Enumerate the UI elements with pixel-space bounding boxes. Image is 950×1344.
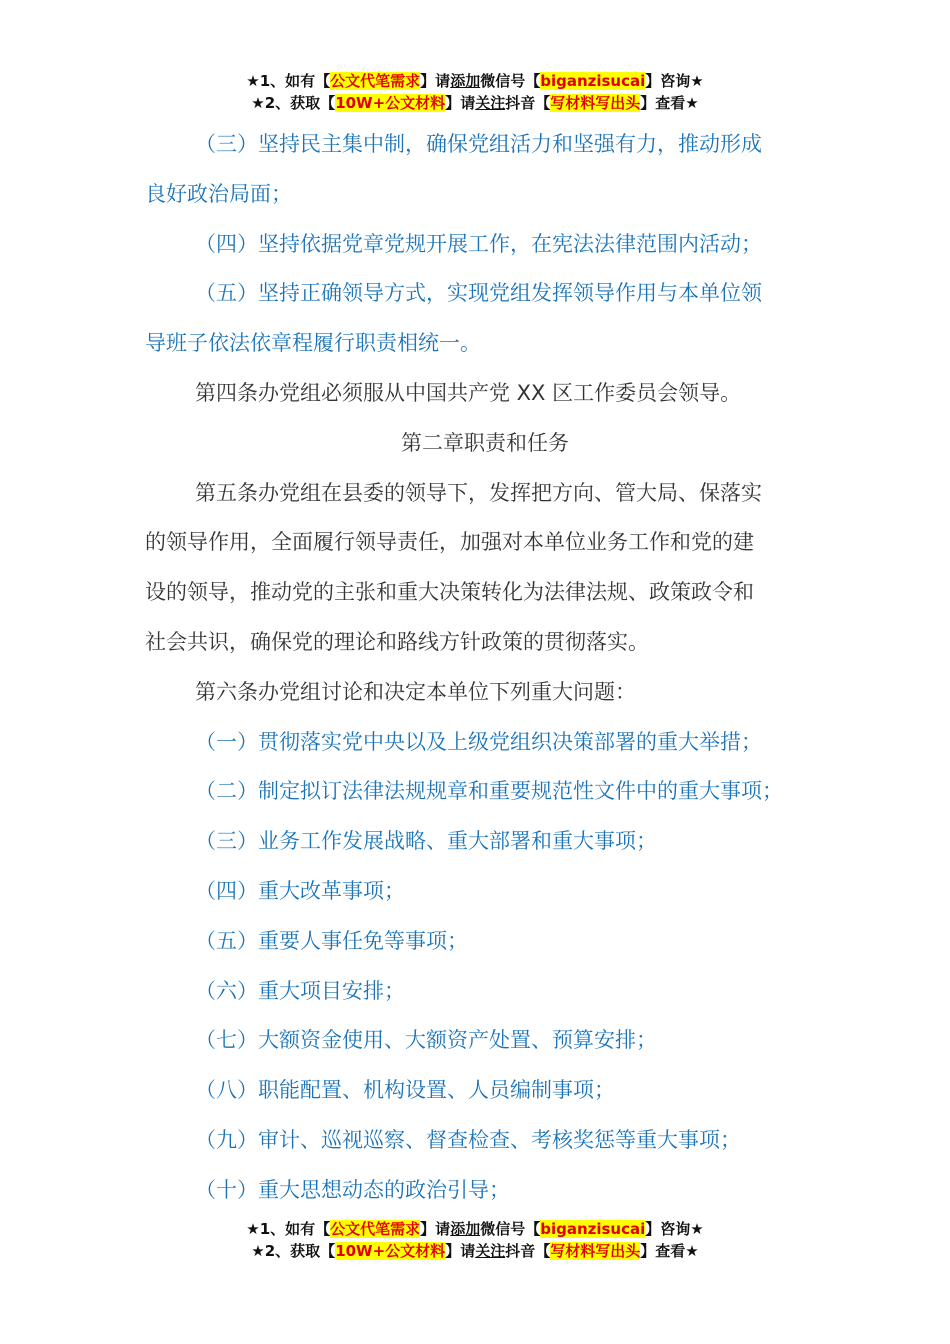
banner-highlight: 公文代笔需求 — [330, 72, 421, 90]
article-6: 第六条办党组讨论和决定本单位下列重大问题： — [195, 679, 636, 704]
banner-text: 】咨询★ — [645, 72, 704, 90]
douyin-id-highlight: 写材料写出头 — [550, 94, 641, 112]
banner-text: 抖音【 — [505, 94, 551, 112]
list-item: （七）大额资金使用、大额资产处置、预算安排； — [195, 1028, 657, 1053]
banner-line-2 — [0, 92, 950, 114]
banner-text: 】查看★ — [640, 94, 699, 112]
banner-text: ★1、如有【 — [246, 72, 331, 90]
douyin-id-highlight: 写材料写出头 — [550, 1242, 641, 1260]
banner-text: 】咨询★ — [645, 1220, 704, 1238]
article-5-line-3: 设的领导，推动党的主张和重大决策转化为法律法规、政策政令和 — [145, 580, 754, 605]
banner-underline: 关注 — [475, 1242, 506, 1260]
banner-text: 】请 — [445, 1242, 476, 1260]
banner-text: 】查看★ — [640, 1242, 699, 1260]
list-item: （五）重要人事任免等事项； — [195, 928, 468, 953]
article-5-line-1: 第五条办党组在县委的领导下，发挥把方向、管大局、保落实 — [195, 480, 762, 505]
article-5-line-4: 社会共识，确保党的理论和路线方针政策的贯彻落实。 — [145, 629, 649, 654]
banner-line-1 — [0, 70, 950, 92]
list-item: （九）审计、巡视巡察、督查检查、考核奖惩等重大事项； — [195, 1127, 741, 1152]
banner-text: 微信号【 — [480, 72, 541, 90]
banner-text: 微信号【 — [480, 1220, 541, 1238]
banner-underline: 关注 — [475, 94, 506, 112]
wechat-id-highlight: biganzisucai — [540, 1220, 646, 1238]
banner-text: ★1、如有【 — [246, 1220, 331, 1238]
list-item: （三）业务工作发展战略、重大部署和重大事项； — [195, 829, 657, 854]
banner-text: 】请 — [420, 1220, 451, 1238]
clause-3-line-2: 良好政治局面； — [145, 181, 292, 206]
banner-underline: 添加 — [450, 72, 481, 90]
document-body — [145, 120, 825, 1216]
banner-line-2 — [0, 1240, 950, 1262]
banner-text: ★2、获取【 — [251, 94, 336, 112]
list-item: （十）重大思想动态的政治引导； — [195, 1177, 510, 1202]
banner-underline: 添加 — [450, 1220, 481, 1238]
banner-text: ★2、获取【 — [251, 1242, 336, 1260]
top-banner — [0, 70, 950, 114]
list-item: （八）职能配置、机构设置、人员编制事项； — [195, 1078, 615, 1103]
article-5-line-2: 的领导作用，全面履行领导责任，加强对本单位业务工作和党的建 — [145, 530, 754, 555]
banner-highlight: 10W+公文材料 — [335, 94, 446, 112]
list-item: （一）贯彻落实党中央以及上级党组织决策部署的重大举措； — [195, 729, 762, 754]
banner-highlight: 公文代笔需求 — [330, 1220, 421, 1238]
wechat-id-highlight: biganzisucai — [540, 72, 646, 90]
bottom-banner — [0, 1218, 950, 1262]
chapter-title: 第二章职责和任务 — [401, 430, 569, 455]
list-item: （二）制定拟订法律法规规章和重要规范性文件中的重大事项； — [195, 779, 783, 804]
banner-line-1 — [0, 1218, 950, 1240]
clause-5-line-2: 导班子依法依章程履行职责相统一。 — [145, 331, 481, 356]
banner-text: 抖音【 — [505, 1242, 551, 1260]
clause-5-line-1: （五）坚持正确领导方式，实现党组发挥领导作用与本单位领 — [195, 281, 762, 306]
clause-3-line-1: （三）坚持民主集中制，确保党组活力和坚强有力，推动形成 — [195, 132, 762, 156]
list-item: （四）重大改革事项； — [195, 878, 405, 903]
clause-4: （四）坚持依据党章党规开展工作，在宪法法律范围内活动； — [195, 231, 762, 256]
banner-text: 】请 — [445, 94, 476, 112]
banner-highlight: 10W+公文材料 — [335, 1242, 446, 1260]
banner-text: 】请 — [420, 72, 451, 90]
article-4: 第四条办党组必须服从中国共产党 XX 区工作委员会领导。 — [195, 380, 742, 405]
list-item: （六）重大项目安排； — [195, 978, 405, 1003]
